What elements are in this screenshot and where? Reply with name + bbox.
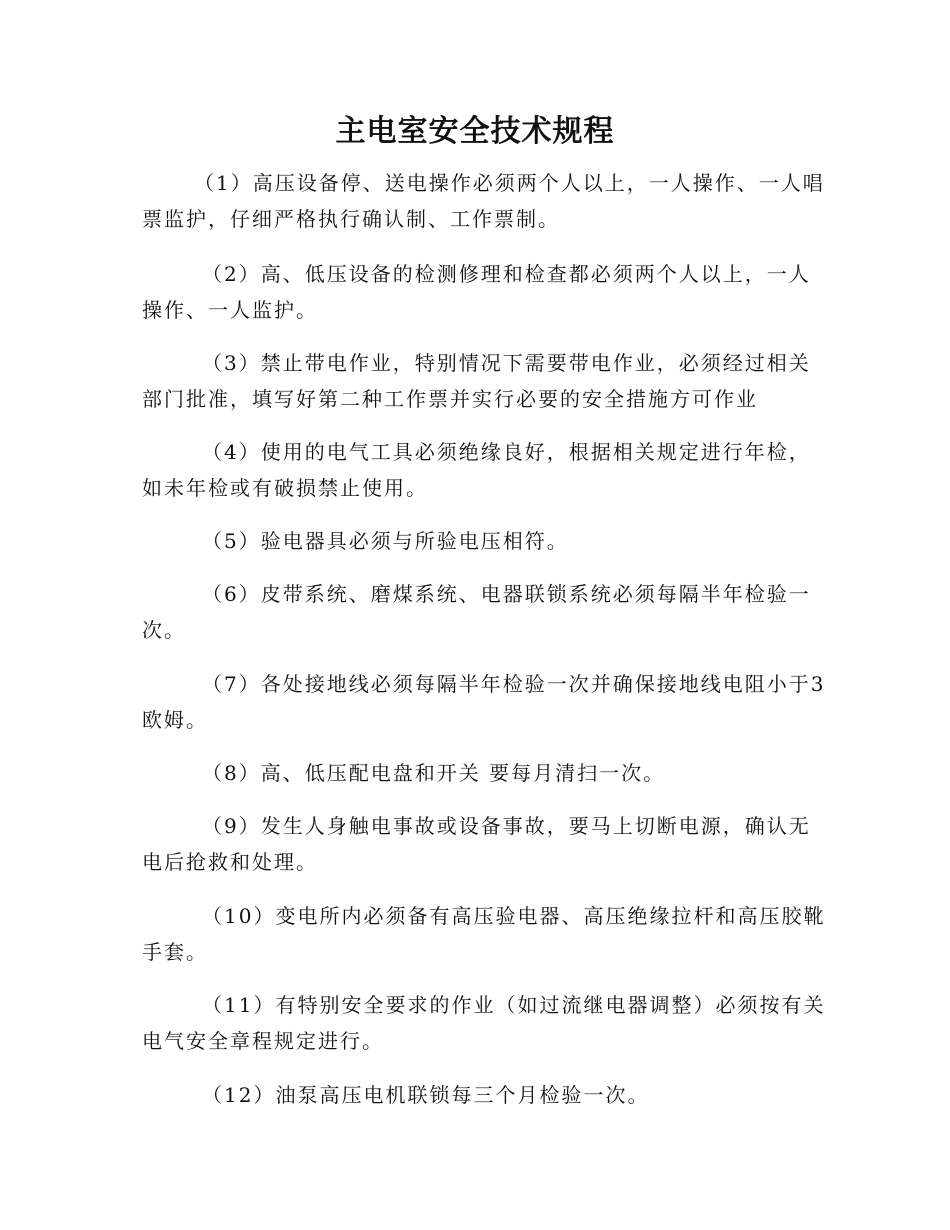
- clause-line: （1）高压设备停、送电操作必须两个人以上，一人操作、一人唱: [194, 171, 825, 195]
- clause-line: 电后抢救和处理。: [142, 850, 318, 874]
- clause-line: （9）发生人身触电事故或设备事故，要马上切断电源，确认无: [202, 814, 811, 838]
- clause-line: 次。: [142, 618, 186, 642]
- clause-1: [142, 165, 825, 237]
- clause-line: （2）高、低压设备的检测修理和检查都必须两个人以上，一人: [202, 262, 811, 286]
- clause-line: 部门批准，填写好第二种工作票并实行必要的安全措施方可作业: [142, 387, 758, 411]
- clause-line: 欧姆。: [142, 708, 208, 732]
- clause-line: （8）高、低压配电盘和开关 要每月清扫一次。: [202, 761, 666, 785]
- clause-line: 票监护，仔细严格执行确认制、工作票制。: [142, 207, 560, 231]
- clause-line: （11）有特别安全要求的作业（如过流继电器调整）必须按有关: [202, 993, 826, 1017]
- clause-line: 操作、一人监护。: [142, 298, 318, 322]
- clause-3: [142, 345, 822, 417]
- clause-11: [142, 987, 826, 1059]
- clause-12: [142, 1077, 822, 1113]
- clause-line: （12）油泵高压电机联锁每三个月检验一次。: [202, 1083, 650, 1107]
- clause-2: [142, 256, 822, 328]
- clause-9: [142, 808, 822, 880]
- clause-line: （10）变电所内必须备有高压验电器、高压绝缘拉杆和高压胶靴: [202, 904, 826, 928]
- clause-line: （4）使用的电气工具必须绝缘良好，根据相关规定进行年检，: [202, 440, 811, 464]
- clause-10: [142, 898, 826, 970]
- clause-line: 电气安全章程规定进行。: [142, 1029, 384, 1053]
- clause-line: 手套。: [142, 940, 208, 964]
- clause-4: [142, 434, 822, 506]
- clause-5: [142, 523, 822, 559]
- clause-6: [142, 576, 822, 648]
- clause-line: （7）各处接地线必须每隔半年检验一次并确保接地线电阻小于3: [202, 672, 826, 696]
- clause-line: 如未年检或有破损禁止使用。: [142, 476, 428, 500]
- clause-8: [142, 755, 822, 791]
- clause-line: （3）禁止带电作业，特别情况下需要带电作业，必须经过相关: [202, 351, 811, 375]
- clause-7: [142, 666, 826, 738]
- page-title: 主电室安全技术规程: [335, 114, 615, 149]
- clause-line: （5）验电器具必须与所验电压相符。: [202, 529, 569, 553]
- clause-line: （6）皮带系统、磨煤系统、电器联锁系统必须每隔半年检验一: [202, 582, 811, 606]
